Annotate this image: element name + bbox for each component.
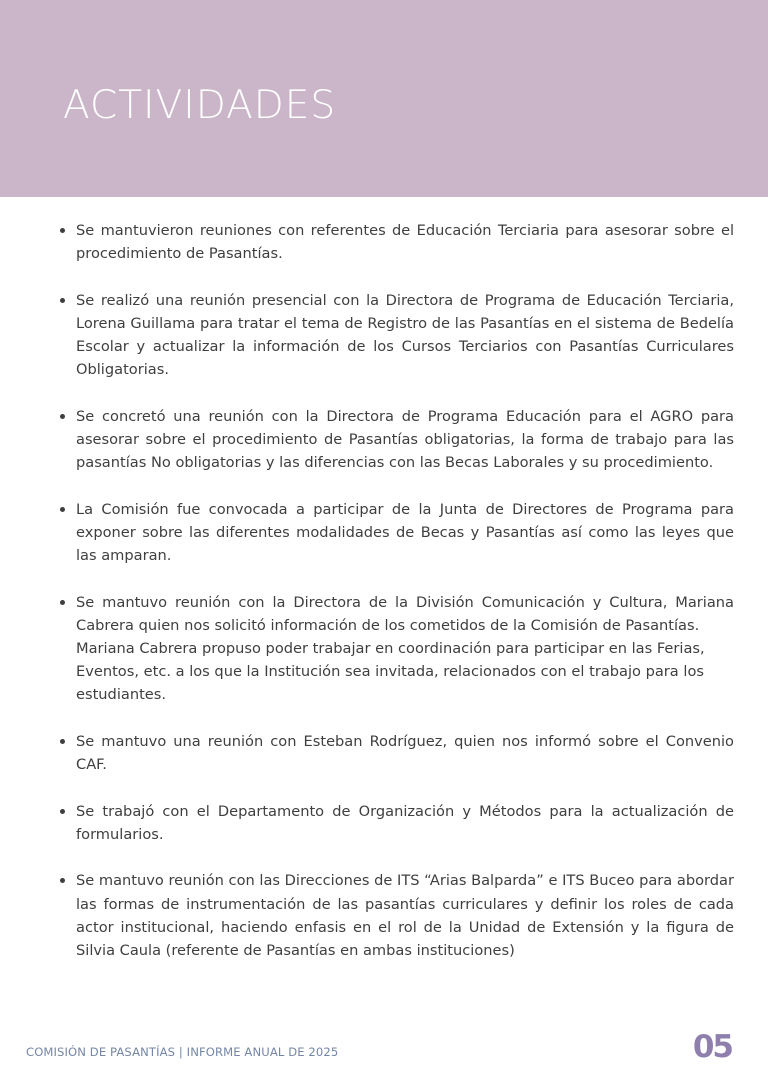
bullet-icon <box>60 600 65 605</box>
activity-text: Se mantuvieron reuniones con referentes de Educación Terciaria para asesorar sobre el procedimiento de Pasantías. <box>76 222 734 263</box>
header-band <box>0 0 768 197</box>
activity-text: Se mantuvo reunión con la Directora de la División Comunicación y Cultura, Mariana Cabrera quien nos solicitó información de los cometidos de la Comisión de Pasantías. <box>76 593 734 634</box>
activity-text: Se concretó una reunión con la Directora de Programa Educación para el AGRO para asesorar sobre el procedimiento de Pasantías obligatorias, la forma de trabajo para las pasantías No obligatorias y las diferencias con las Becas Laborales y su procedimiento. <box>76 407 734 472</box>
bullet-icon <box>60 739 65 744</box>
activity-text: Se trabajó con el Departamento de Organización y Métodos para la actualización de formularios. <box>76 802 734 843</box>
activity-item <box>0 498 768 568</box>
activity-item <box>0 730 768 776</box>
bullet-icon <box>60 809 65 814</box>
footer-report-label: COMISIÓN DE PASANTÍAS | INFORME ANUAL DE 2025 <box>26 1045 339 1059</box>
bullet-icon <box>60 878 65 883</box>
activity-item <box>0 800 768 846</box>
bullet-icon <box>60 414 65 419</box>
activity-text: Se mantuvo una reunión con Esteban Rodríguez, quien nos informó sobre el Convenio CAF. <box>76 732 734 774</box>
activity-text: La Comisión fue convocada a participar de la Junta de Directores de Programa para exponer sobre las diferentes modalidades de Becas y Pasantías así como las leyes que las amparan. <box>76 500 734 565</box>
activity-list <box>0 219 768 985</box>
activity-item <box>0 219 768 265</box>
activity-text: Se mantuvo reunión con las Direcciones de ITS “Arias Balparda” e ITS Buceo para abordar las formas de instrumentación de las pasantías curriculares y definir los roles de cada actor institucional, haciendo enfasis en el rol de la Unidad de Extensión y la figura de Silvia Caula (referente de Pasantías en ambas instituciones) <box>76 872 734 959</box>
activity-item <box>0 869 768 962</box>
bullet-icon <box>60 507 65 512</box>
activity-text: Se realizó una reunión presencial con la Directora de Programa de Educación Terciaria, Lorena Guillama para tratar el tema de Registro de las Pasantías en el sistema de Bedelía Escolar y actualizar la información de los Cursos Terciarios con Pasantías Curriculares Obligatorias. <box>76 291 734 379</box>
activity-text-continuation: Mariana Cabrera propuso poder trabajar en coordinación para participar en las Ferias, Eventos, etc. a los que la Institución sea invitada, relacionados con el trabajo para los estudiantes. <box>76 640 705 704</box>
bullet-icon <box>60 298 65 303</box>
activity-item <box>0 591 768 707</box>
activity-item <box>0 289 768 382</box>
page-title: ACTIVIDADES <box>63 83 337 128</box>
page-number: 05 <box>692 1029 732 1065</box>
activity-item <box>0 405 768 475</box>
bullet-icon <box>60 228 65 233</box>
